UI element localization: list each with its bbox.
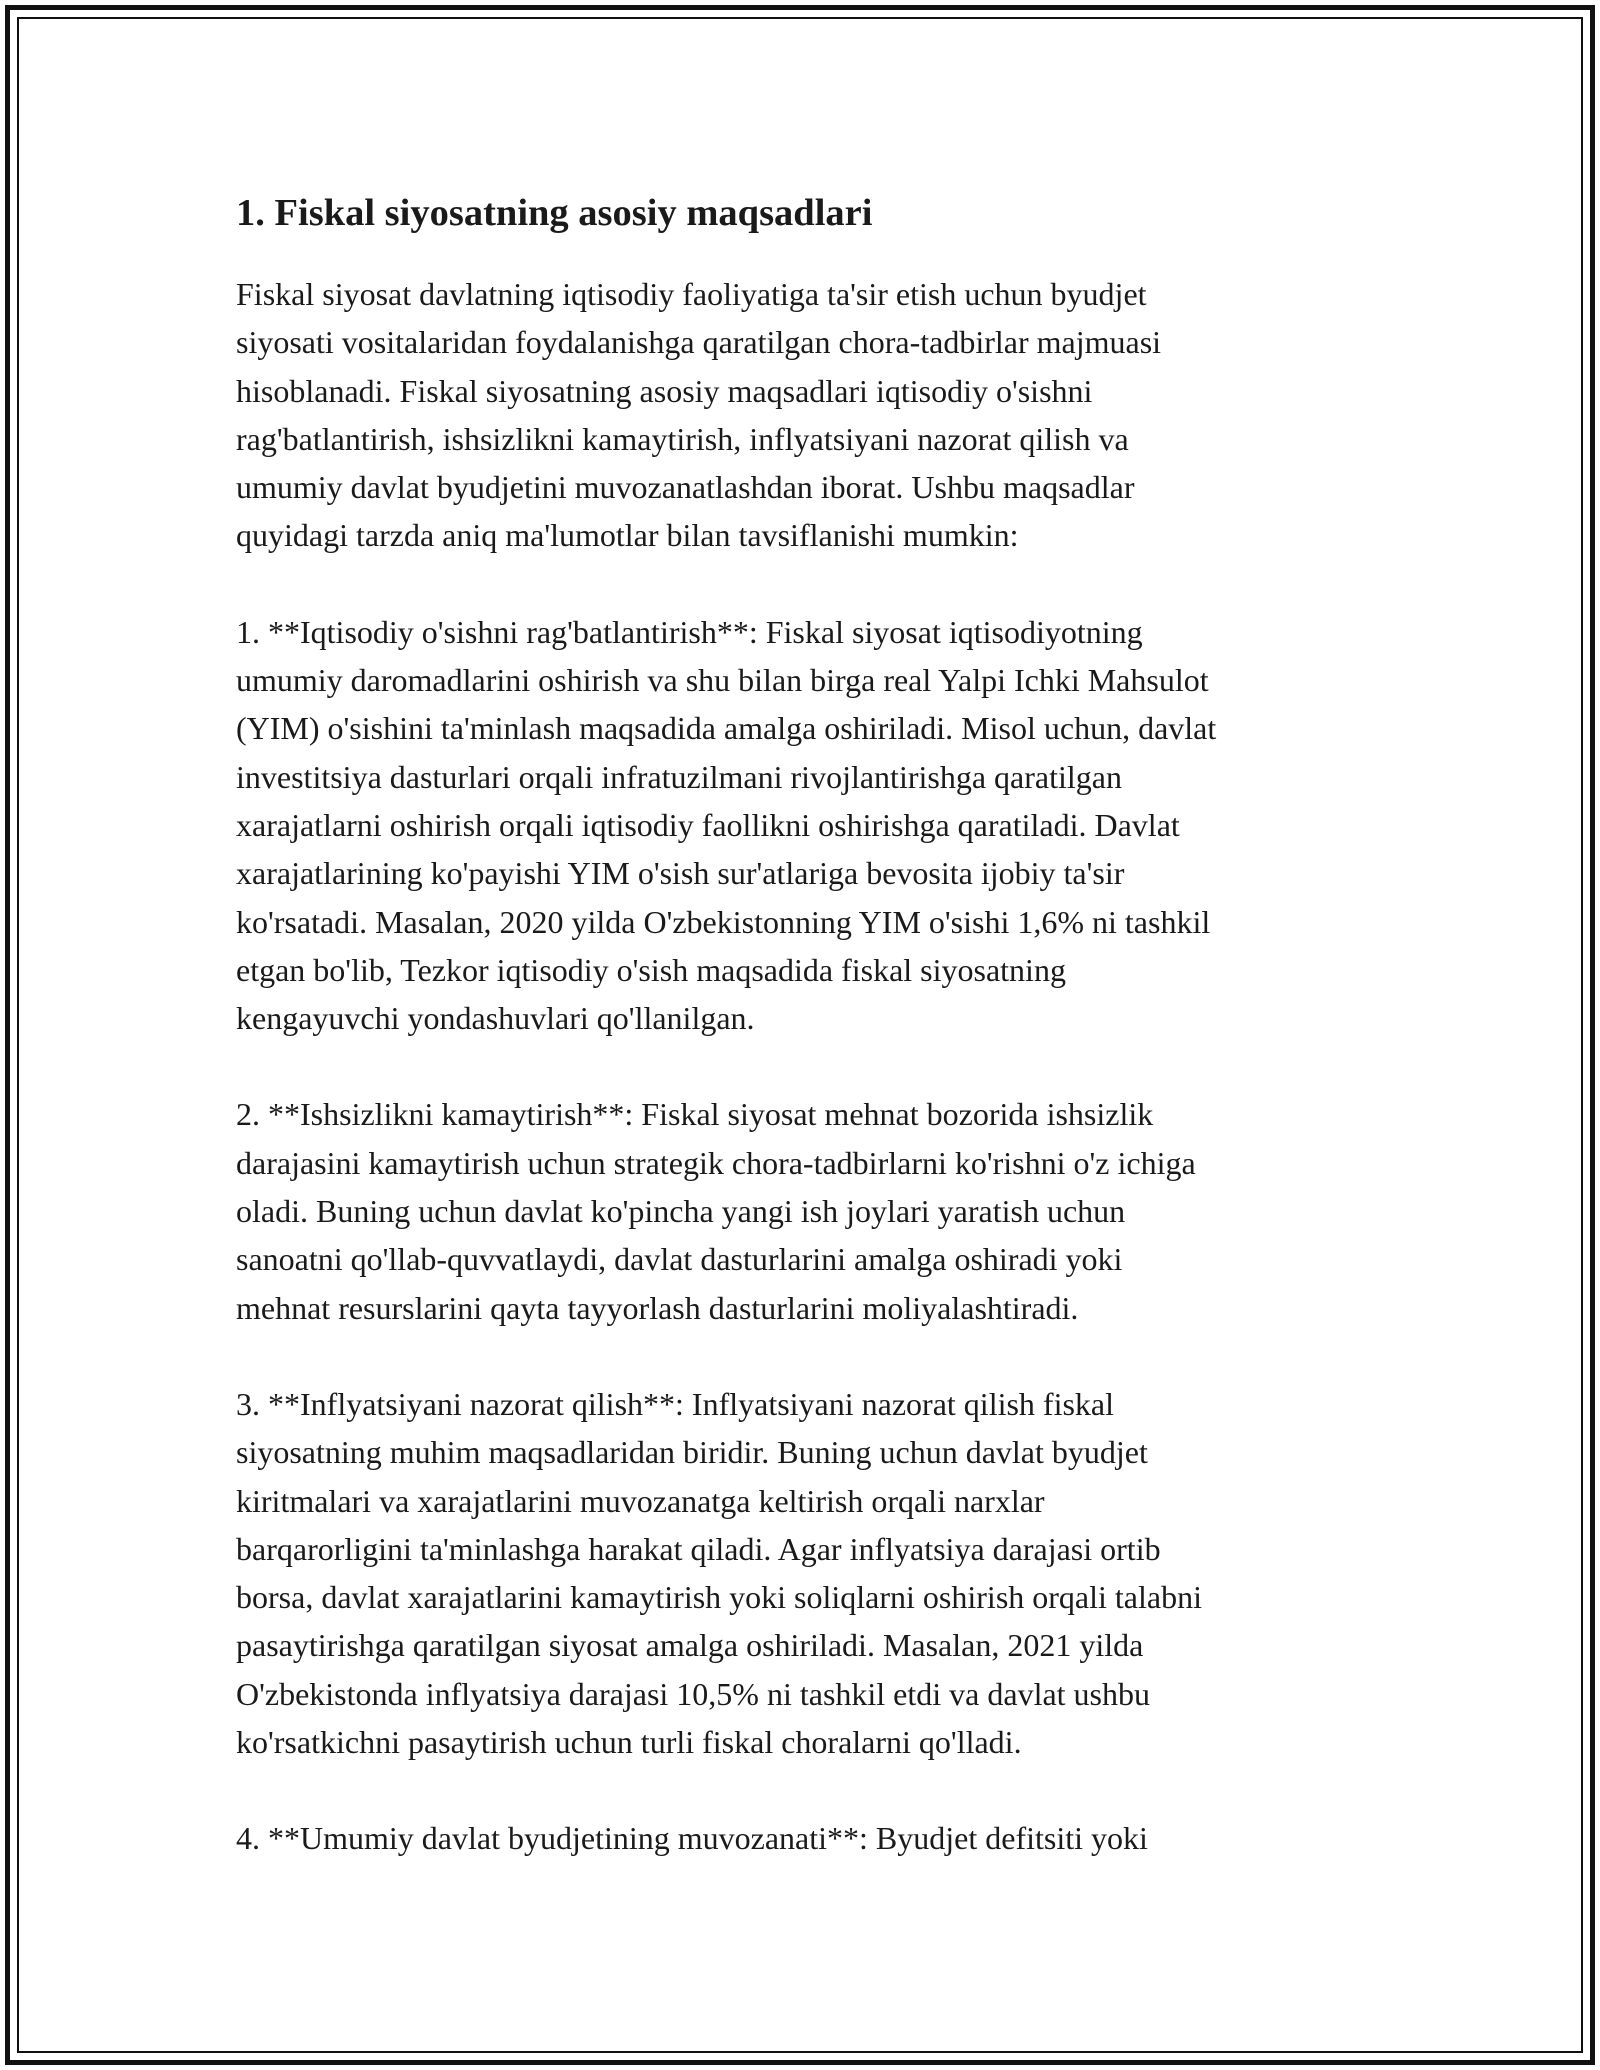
- document-body: [236, 185, 1366, 1911]
- section-heading: 1. Fiskal siyosatning asosiy maqsadlari: [236, 192, 873, 234]
- goal-economic-growth-paragraph: 1. **Iqtisodiy o'sishni rag'batlantirish**: Fiskal siyosat iqtisodiyotning umumiy daromadlarini oshirish va shu bilan birga real Yalpi Ichki Mahsulot (YIM) o'sishini ta'minlash maqsadida amalga oshiriladi. Misol uchun, davlat investitsiya dasturlari orqali infratuzilmani rivojlantirishga qaratilgan xarajatlarni oshirish orqali iqtisodiy faollikni oshirishga qaratiladi. Davlat xarajatlarining ko'payishi YIM o'sish sur'atlariga bevosita ijobiy ta'sir ko'rsatadi. Masalan, 2020 yilda O'zbekistonning YIM o'sishi 1,6% ni tashkil etgan bo'lib, Tezkor iqtisodiy o'sish maqsadida fiskal siyosatning kengayuvchi yondashuvlari qo'llanilgan.: [236, 613, 1217, 1037]
- goal-budget-balance-paragraph: 4. **Umumiy davlat byudjetining muvozanati**: Byudjet defitsiti yoki: [236, 1820, 1148, 1857]
- goal-inflation-paragraph: 3. **Inflyatsiyani nazorat qilish**: Inflyatsiyani nazorat qilish fiskal siyosatning muhim maqsadlaridan biridir. Buning uchun davlat byudjet kiritmalari va xarajatlarini muvozanatga keltirish orqali narxlar barqarorligini ta'minlashga harakat qiladi. Agar inflyatsiya darajasi ortib borsa, davlat xarajatlarini kamaytirish yoki soliqlarni oshirish orqali talabni pasaytirishga qaratilgan siyosat amalga oshiriladi. Masalan, 2021 yilda O'zbekistonda inflyatsiya darajasi 10,5% ni tashkil etdi va davlat ushbu ko'rsatkichni pasaytirish uchun turli fiskal choralarni qo'lladi.: [236, 1385, 1202, 1761]
- goal-unemployment-paragraph: 2. **Ishsizlikni kamaytirish**: Fiskal siyosat mehnat bozorida ishsizlik darajasini kamaytirish uchun strategik chora-tadbirlarni ko'rishni o'z ichiga oladi. Buning uchun davlat ko'pincha yangi ish joylari yaratish uchun sanoatni qo'llab-quvvatlaydi, davlat dasturlarini amalga oshiradi yoki mehnat resurslarini qayta tayyorlash dasturlarini moliyalashtiradi.: [236, 1096, 1196, 1326]
- intro-paragraph: Fiskal siyosat davlatning iqtisodiy faoliyatiga ta'sir etish uchun byudjet siyosati vositalaridan foydalanishga qaratilgan chora-tadbirlar majmuasi hisoblanadi. Fiskal siyosatning asosiy maqsadlari iqtisodiy o'sishni rag'batlantirish, ishsizlikni kamaytirish, inflyatsiyani nazorat qilish va umumiy davlat byudjetini muvozanatlashdan iborat. Ushbu maqsadlar quyidagi tarzda aniq ma'lumotlar bilan tavsiflanishi mumkin:: [236, 276, 1162, 554]
